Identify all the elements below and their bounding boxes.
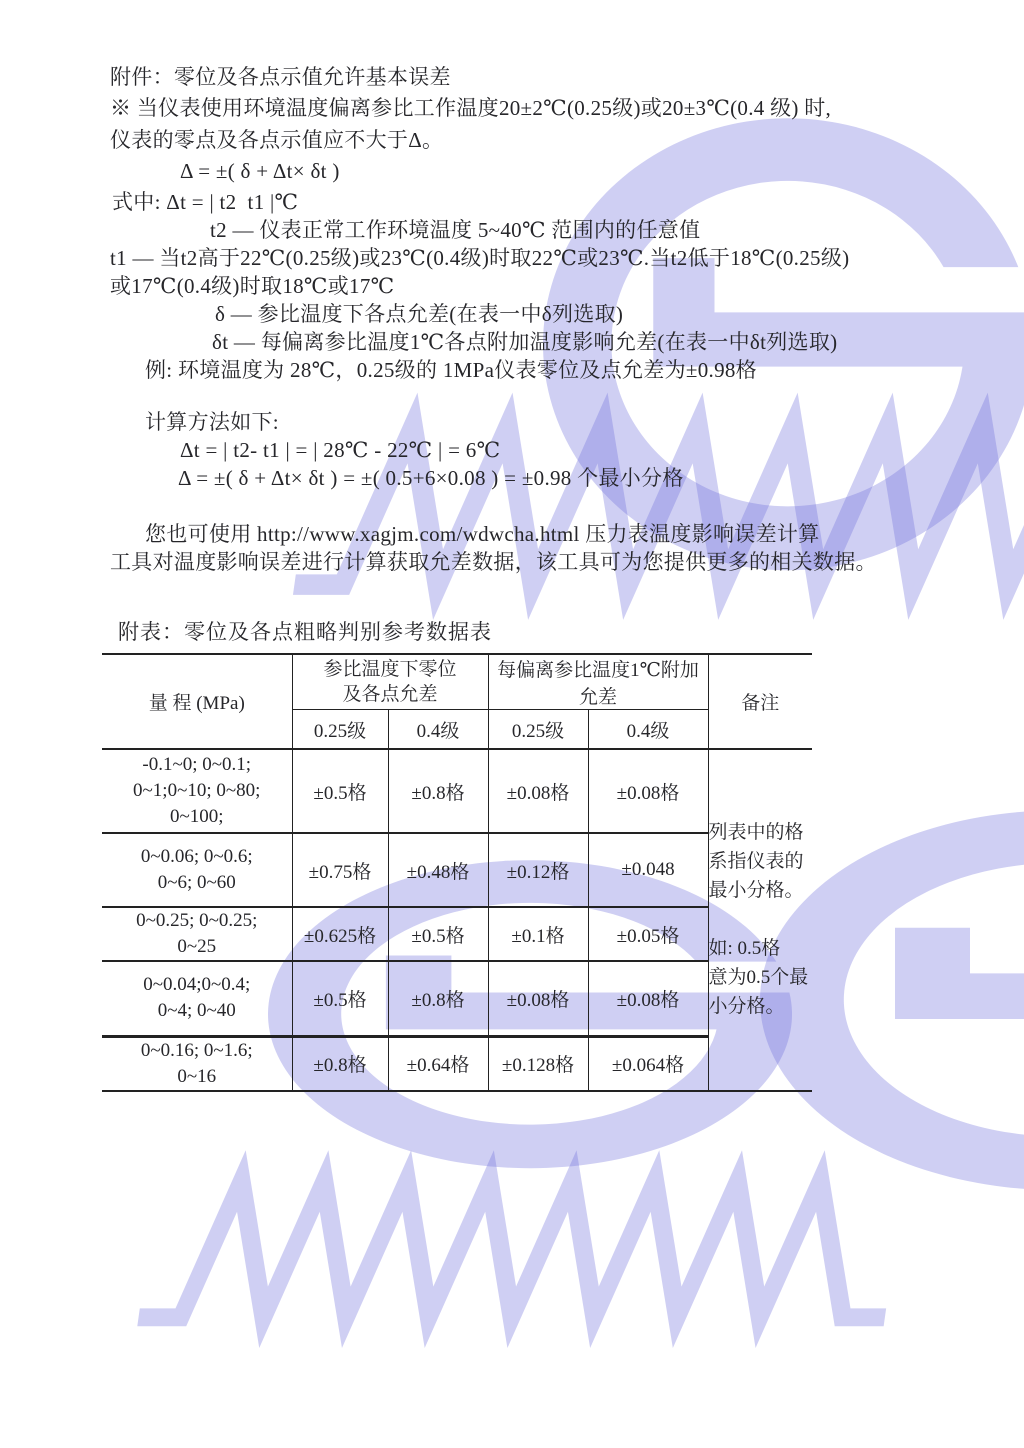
value-cell: ±0.05格 [588, 907, 708, 961]
subheader-class-025-b: 0.25级 [488, 710, 588, 749]
header-range: 量 程 (MPa) [102, 654, 292, 749]
value-cell: ±0.625格 [292, 907, 388, 961]
doc-line-t1-def: t1 — 当t2高于22℃(0.25级)或23℃(0.4级)时取22℃或23℃.当t2低于18℃(0.25级) [110, 246, 850, 270]
value-cell: ±0.5格 [292, 961, 388, 1036]
remark-line: 小分格。 [708, 996, 785, 1018]
header-group-reference-tolerance [292, 654, 488, 710]
range-line: 0~25 [177, 936, 217, 957]
value-cell: ±0.1格 [488, 907, 588, 961]
table-row [102, 961, 812, 1036]
subheader-class-025: 0.25级 [292, 710, 388, 749]
remark-line: 列表中的格 [708, 822, 804, 844]
doc-line-note-cont: 仪表的零点及各点示值应不大于Δ。 [110, 128, 444, 152]
header-group-per-degree-tolerance: 每偏离参比温度1℃附加允差 [488, 654, 708, 710]
range-line: 0~0.16; 0~1.6; [140, 1039, 253, 1061]
value-cell: ±0.08格 [488, 749, 588, 833]
remark-line: 系指仪表的 [708, 851, 804, 873]
value-cell: ±0.064格 [588, 1036, 708, 1091]
range-line: 0~1;0~10; 0~80; [133, 780, 261, 801]
header-remark: 备注 [708, 654, 812, 749]
value-cell: ±0.08格 [488, 961, 588, 1036]
doc-line-tool-cont: 工具对温度影响误差进行计算获取允差数据，该工具可为您提供更多的相关数据。 [110, 550, 877, 574]
remark-line: 意为0.5个最 [708, 967, 809, 989]
doc-line-attachment-title: 附件：零位及各点示值允许基本误差 [110, 65, 451, 89]
range-cell [102, 907, 292, 961]
range-line: 0~0.25; 0~0.25; [136, 910, 258, 931]
value-cell: ±0.8格 [388, 749, 488, 833]
value-cell: ±0.75格 [292, 833, 388, 907]
formula-delta-t: 式中: Δt = | t2 t1 |℃ [112, 190, 299, 214]
reference-data-table [102, 653, 812, 1092]
doc-line-tool-url: 您也可使用 http://www.xagjm.com/wdwcha.html 压力表温度影响误差计算 [145, 522, 820, 546]
value-cell: ±0.48格 [388, 833, 488, 907]
range-line: 0~16 [177, 1065, 217, 1087]
doc-line-t2-def: t2 — 仪表正常工作环境温度 5~40℃ 范围内的任意值 [210, 218, 701, 242]
range-line: -0.1~0; 0~0.1; [142, 754, 252, 775]
table-row [102, 833, 812, 907]
table-row [102, 749, 812, 833]
remark-line [709, 905, 813, 934]
value-cell: ±0.08格 [588, 749, 708, 833]
formula-example-result: Δ = ±( δ + Δt× δt ) = ±( 0.5+6×0.08 ) = ±0.98 个最小分格 [178, 466, 684, 490]
range-cell [102, 961, 292, 1036]
remark-cell [708, 749, 812, 1091]
table-title: 附表：零位及各点粗略判别参考数据表 [118, 620, 492, 644]
value-cell: ±0.8格 [292, 1036, 388, 1091]
remark-line: 如: 0.5格 [708, 938, 781, 960]
doc-line-t1-def-cont: 或17℃(0.4级)时取18℃或17℃ [110, 274, 395, 298]
range-cell [102, 833, 292, 907]
doc-line-note: ※ 当仪表使用环境温度偏离参比工作温度20±2℃(0.25级)或20±3℃(0.4 级) 时, [110, 96, 832, 120]
value-cell: ±0.64格 [388, 1036, 488, 1091]
table-row [102, 1036, 812, 1091]
value-cell: ±0.048 [588, 833, 708, 907]
range-line: 0~0.06; 0~0.6; [140, 846, 253, 867]
value-cell: ±0.5格 [388, 907, 488, 961]
doc-line-delta-def: δ — 参比温度下各点允差(在表一中δ列选取) [215, 302, 624, 326]
value-cell: ±0.8格 [388, 961, 488, 1036]
range-line: 0~100; [169, 806, 224, 827]
value-cell: ±0.12格 [488, 833, 588, 907]
header-group1-line1: 参比温度下零位 [323, 659, 457, 681]
doc-line-example: 例: 环境温度为 28℃，0.25级的 1MPa仪表零位及点允差为±0.98格 [145, 358, 757, 382]
subheader-class-04-b: 0.4级 [588, 710, 708, 749]
value-cell: ±0.08格 [588, 961, 708, 1036]
range-cell [102, 749, 292, 833]
doc-line-method-heading: 计算方法如下: [145, 410, 279, 434]
formula-example-delta-t: Δt = | t2- t1 | = | 28℃ - 22℃ | = 6℃ [180, 438, 501, 462]
remark-line: 最小分格。 [708, 880, 804, 902]
value-cell: ±0.5格 [292, 749, 388, 833]
header-group1-line2: 及各点允差 [342, 684, 438, 706]
range-cell [102, 1036, 292, 1091]
formula-delta: Δ = ±( δ + Δt× δt ) [180, 159, 340, 183]
table-row [102, 907, 812, 961]
subheader-class-04: 0.4级 [388, 710, 488, 749]
value-cell: ±0.128格 [488, 1036, 588, 1091]
range-line: 0~0.04;0~0.4; [143, 974, 251, 996]
doc-line-delta-t-def: δt — 每偏离参比温度1℃各点附加温度影响允差(在表一中δt列选取) [212, 330, 838, 354]
range-line: 0~4; 0~40 [157, 1000, 236, 1022]
range-line: 0~6; 0~60 [157, 872, 236, 893]
